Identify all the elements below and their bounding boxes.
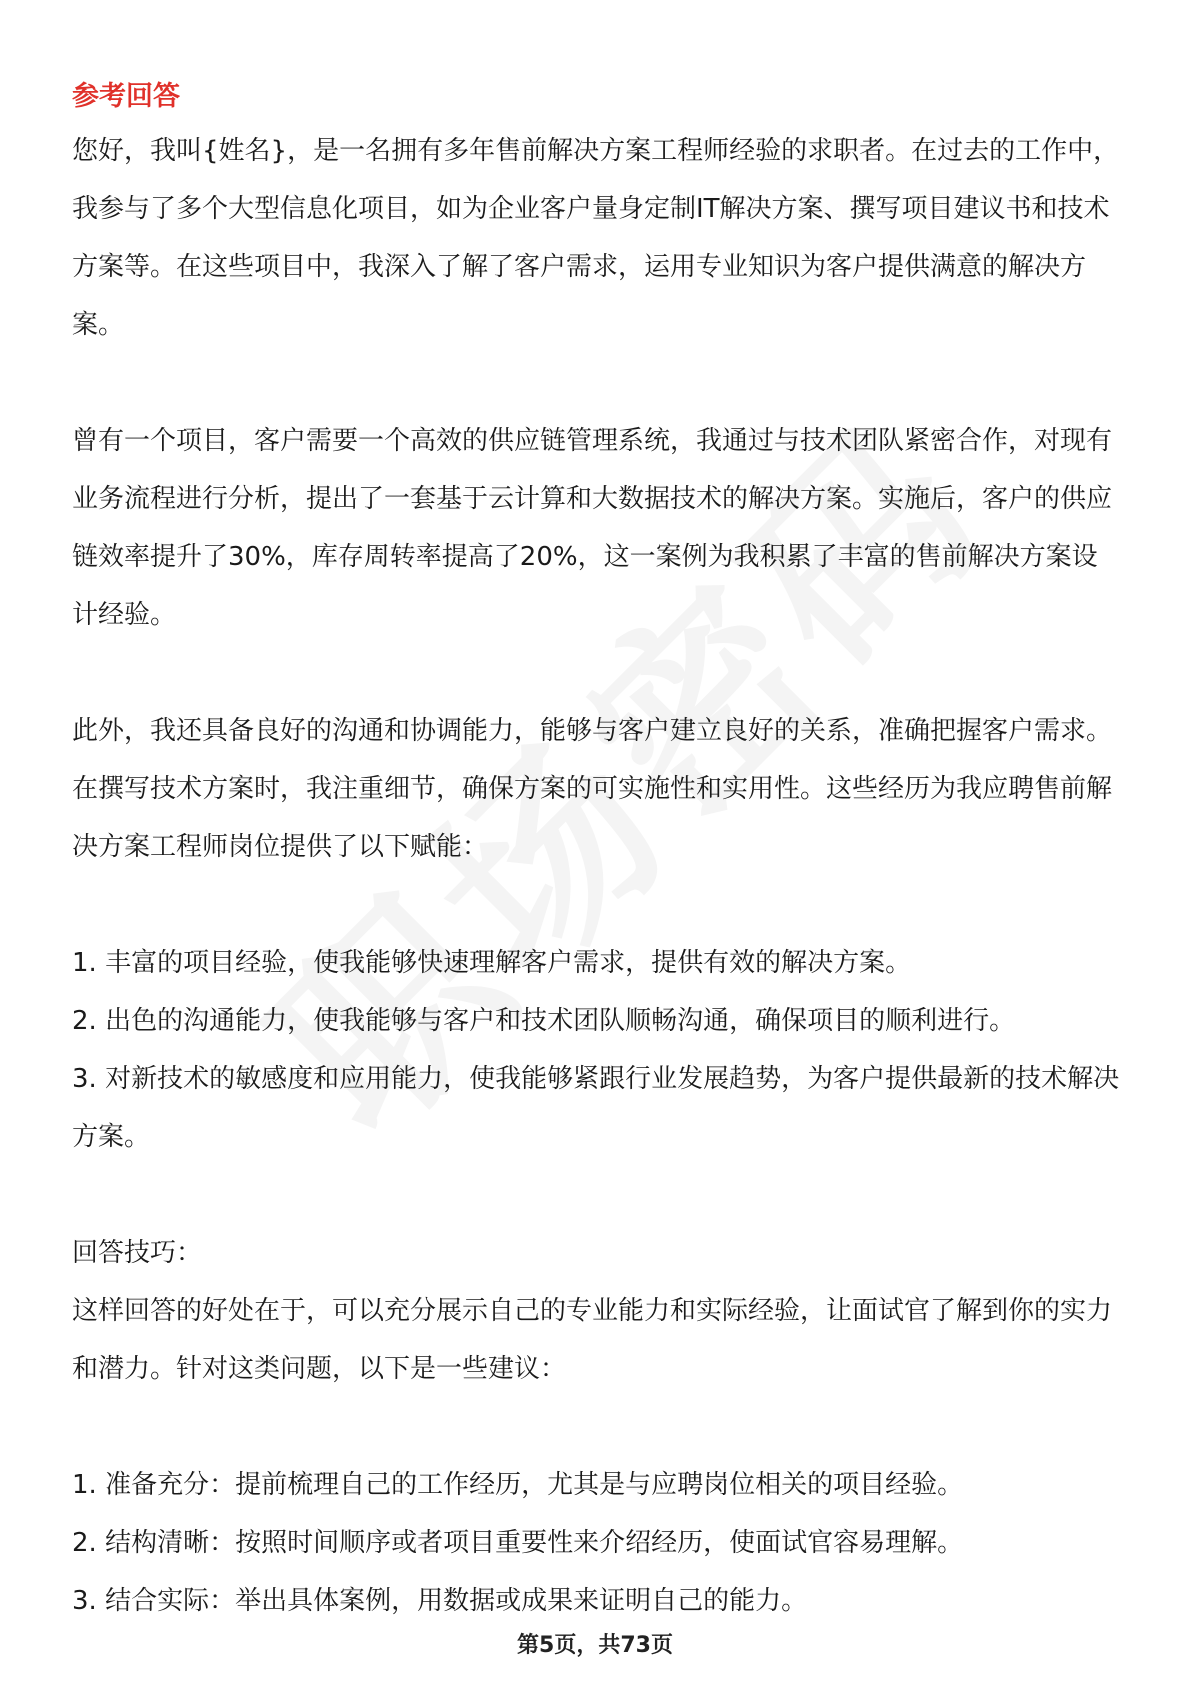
content-body [72, 72, 1122, 1630]
spacer [72, 1166, 1122, 1224]
section-heading: 参考回答 [72, 81, 180, 112]
list-item: 3. 对新技术的敏感度和应用能力，使我能够紧跟行业发展趋势，为客户提供最新的技术解决方案。 [72, 1064, 1120, 1152]
spacer [72, 644, 1122, 702]
list-item: 2. 出色的沟通能力，使我能够与客户和技术团队顺畅沟通，确保项目的顺利进行。 [72, 1006, 1016, 1036]
empowerment-list [72, 934, 1122, 1166]
tips-list [72, 1456, 1122, 1630]
tips-paragraph: 这样回答的好处在于，可以充分展示自己的专业能力和实际经验，让面试官了解到你的实力和潜力。针对这类问题，以下是一些建议： [72, 1296, 1113, 1384]
tips-heading: 回答技巧： [72, 1238, 203, 1268]
list-item: 1. 准备充分：提前梳理自己的工作经历，尤其是与应聘岗位相关的项目经验。 [72, 1470, 964, 1500]
page-number-footer: 第5页，共73页 [517, 1633, 673, 1658]
spacer [72, 1398, 1122, 1456]
skills-paragraph: 此外，我还具备良好的沟通和协调能力，能够与客户建立良好的关系，准确把握客户需求。在撰写技术方案时，我注重细节，确保方案的可实施性和实用性。这些经历为我应聘售前解决方案工程师岗位提供了以下赋能： [72, 716, 1113, 862]
spacer [72, 354, 1122, 412]
case-paragraph: 曾有一个项目，客户需要一个高效的供应链管理系统，我通过与技术团队紧密合作，对现有业务流程进行分析，提出了一套基于云计算和大数据技术的解决方案。实施后，客户的供应链效率提升了30%，库存周转率提高了20%，这一案例为我积累了丰富的售前解决方案设计经验。 [72, 426, 1113, 630]
intro-paragraph: 您好，我叫{姓名}，是一名拥有多年售前解决方案工程师经验的求职者。在过去的工作中，我参与了多个大型信息化项目，如为企业客户量身定制IT解决方案、撰写项目建议书和技术方案等。在这些项目中，我深入了解了客户需求，运用专业知识为客户提供满意的解决方案。 [72, 136, 1120, 340]
list-item: 2. 结构清晰：按照时间顺序或者项目重要性来介绍经历，使面试官容易理解。 [72, 1528, 964, 1558]
spacer [72, 876, 1122, 934]
list-item: 3. 结合实际：举出具体案例，用数据或成果来证明自己的能力。 [72, 1586, 808, 1616]
list-item: 1. 丰富的项目经验，使我能够快速理解客户需求，提供有效的解决方案。 [72, 948, 912, 978]
